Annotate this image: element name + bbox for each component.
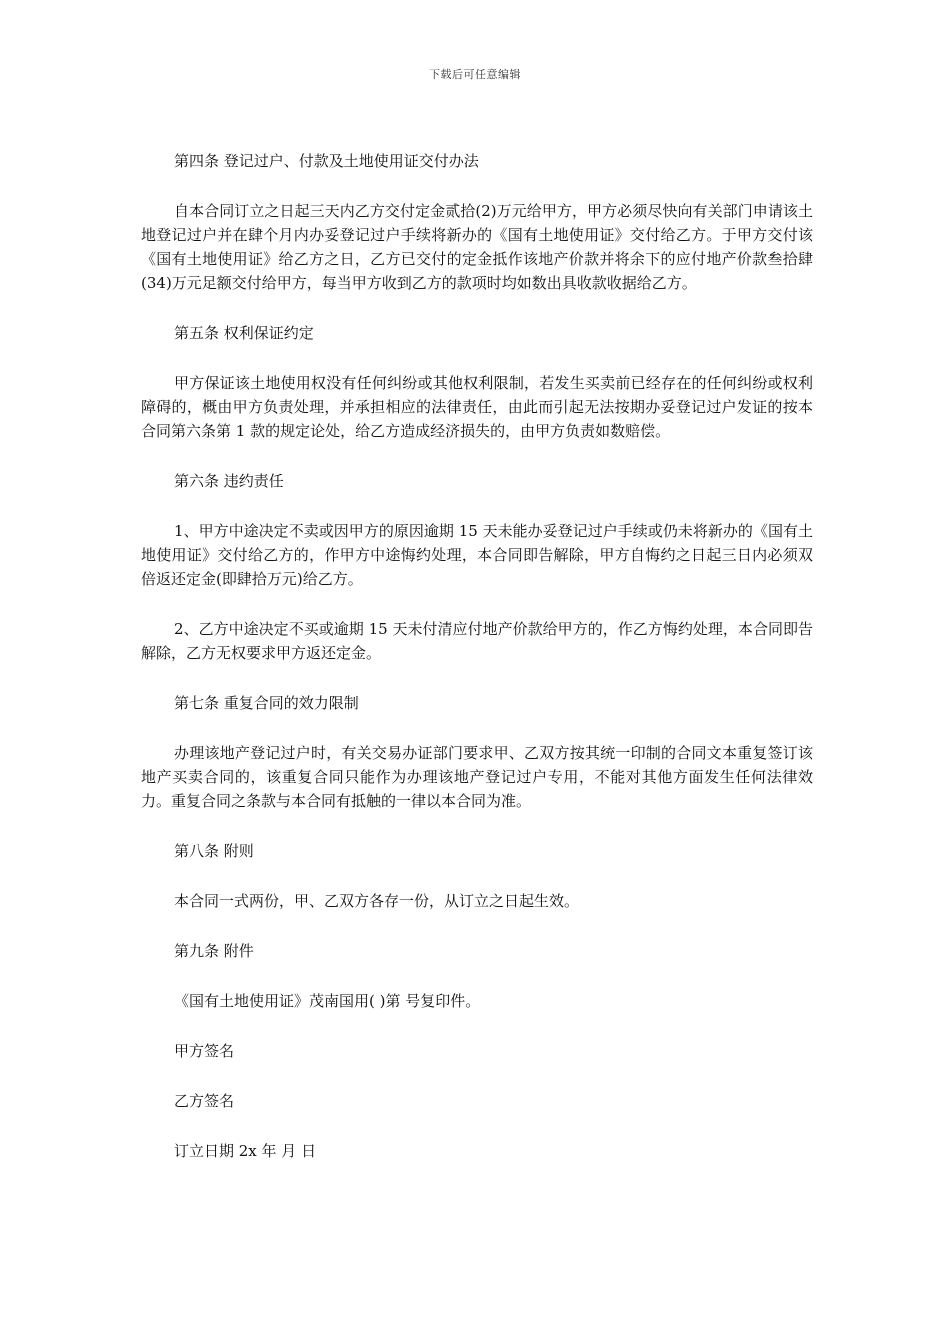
party-b-signature: 乙方签名 — [174, 1092, 235, 1110]
section-5-title: 第五条 权利保证约定 — [174, 324, 314, 342]
section-4-body: 自本合同订立之日起三天内乙方交付定金贰拾(2)万元给甲方，甲方必须尽快向有关部门申请该土地登记过户并在肆个月内办妥登记过户手续将新办的《国有土地使用证》交付给乙方。于甲方交付该《国有土地使用证》给乙方之日，乙方已交付的定金抵作该地产价款并将余下的应付地产价款叁拾肆(34)万元足额交付给甲方，每当甲方收到乙方的款项时均如数出具收款收据给乙方。 — [141, 202, 813, 292]
section-6-item-1: 1、甲方中途决定不卖或因甲方的原因逾期 15 天未能办妥登记过户手续或仍未将新办的《国有土地使用证》交付给乙方的，作甲方中途悔约处理，本合同即告解除，甲方自悔约之日起三日内必须双倍返还定金(即肆拾万元)给乙方。 — [141, 522, 813, 588]
section-8-title: 第八条 附则 — [174, 842, 254, 860]
section-9-body: 《国有土地使用证》茂南国用( )第 号复印件。 — [174, 992, 481, 1010]
section-9-title: 第九条 附件 — [174, 942, 254, 960]
section-4-title: 第四条 登记过户、付款及土地使用证交付办法 — [174, 152, 479, 170]
contract-body — [141, 149, 813, 1163]
section-5-body: 甲方保证该土地使用权没有任何纠纷或其他权利限制，若发生买卖前已经存在的任何纠纷或权利障碍的，概由甲方负责处理，并承担相应的法律责任，由此而引起无法按期办妥登记过户发证的按本合同第六条第 1 款的规定论处，给乙方造成经济损失的，由甲方负责如数赔偿。 — [141, 374, 813, 440]
section-6-item-2: 2、乙方中途决定不买或逾期 15 天未付清应付地产价款给甲方的，作乙方悔约处理，本合同即告解除，乙方无权要求甲方返还定金。 — [141, 620, 813, 662]
section-7-title: 第七条 重复合同的效力限制 — [174, 694, 359, 712]
section-7-body: 办理该地产登记过户时，有关交易办证部门要求甲、乙双方按其统一印制的合同文本重复签订该地产买卖合同的，该重复合同只能作为办理该地产登记过户专用，不能对其他方面发生任何法律效力。重复合同之条款与本合同有抵触的一律以本合同为准。 — [141, 744, 813, 810]
section-8-body: 本合同一式两份，甲、乙双方各存一份，从订立之日起生效。 — [174, 892, 580, 910]
section-6-title: 第六条 违约责任 — [174, 472, 284, 490]
party-a-signature: 甲方签名 — [174, 1042, 235, 1060]
signing-date: 订立日期 2x 年 月 日 — [174, 1142, 317, 1160]
header-note: 下载后可任意编辑 — [429, 68, 521, 81]
